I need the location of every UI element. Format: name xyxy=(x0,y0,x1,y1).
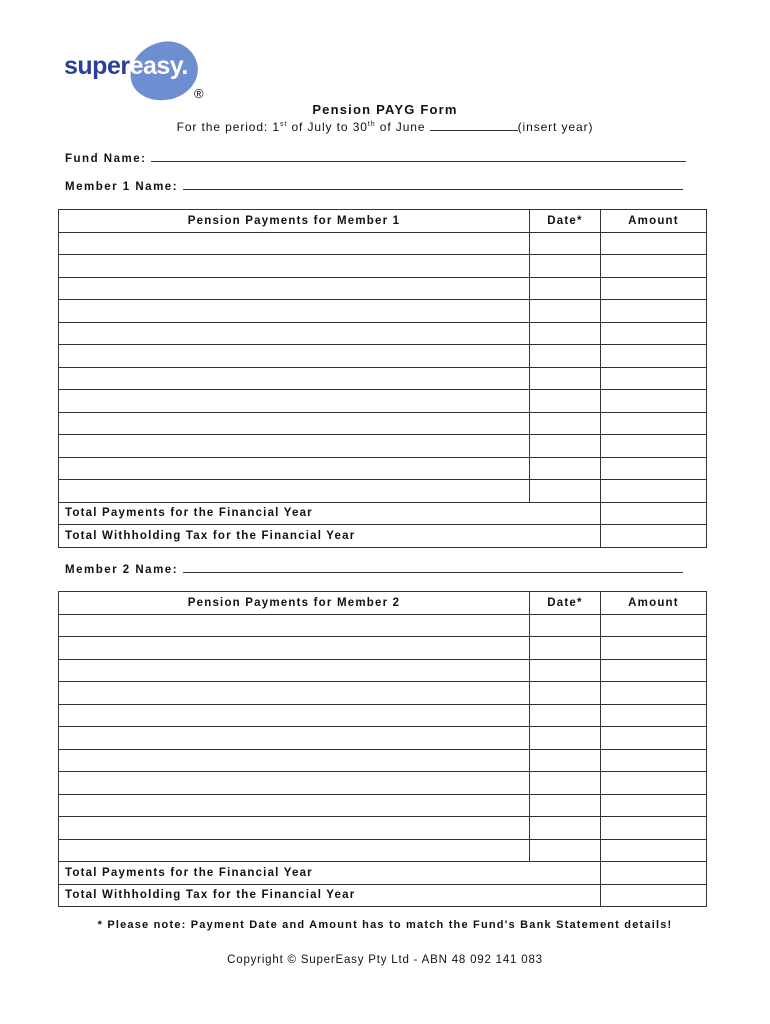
table-row xyxy=(59,345,707,368)
amount-cell[interactable] xyxy=(601,749,707,772)
payment-cell[interactable] xyxy=(59,637,530,660)
table-row xyxy=(59,300,707,323)
date-cell[interactable] xyxy=(530,614,601,637)
period-mid: of July to 30 xyxy=(287,120,368,134)
period-line xyxy=(0,120,770,134)
payment-cell[interactable] xyxy=(59,839,530,862)
payment-cell[interactable] xyxy=(59,749,530,772)
date-cell[interactable] xyxy=(530,435,601,458)
total-payments-row xyxy=(59,502,707,525)
amount-cell[interactable] xyxy=(601,794,707,817)
table-row xyxy=(59,367,707,390)
date-cell[interactable] xyxy=(530,300,601,323)
col-pension-payments: Pension Payments for Member 1 xyxy=(59,210,530,233)
member2-name-label: Member 2 Name: xyxy=(65,564,179,576)
table-row xyxy=(59,255,707,278)
payment-cell[interactable] xyxy=(59,682,530,705)
payment-cell[interactable] xyxy=(59,704,530,727)
date-cell[interactable] xyxy=(530,390,601,413)
date-cell[interactable] xyxy=(530,412,601,435)
period-suffix: (insert year) xyxy=(517,120,594,134)
date-cell[interactable] xyxy=(530,772,601,795)
payment-cell[interactable] xyxy=(59,412,530,435)
table-row xyxy=(59,614,707,637)
logo-wordmark xyxy=(64,52,188,81)
amount-cell[interactable] xyxy=(601,367,707,390)
amount-cell[interactable] xyxy=(601,412,707,435)
amount-cell[interactable] xyxy=(601,390,707,413)
amount-cell[interactable] xyxy=(601,300,707,323)
amount-cell[interactable] xyxy=(601,480,707,503)
date-cell[interactable] xyxy=(530,277,601,300)
amount-cell[interactable] xyxy=(601,659,707,682)
year-blank[interactable] xyxy=(430,121,518,131)
amount-cell[interactable] xyxy=(601,232,707,255)
fund-name-field[interactable] xyxy=(151,152,686,162)
table-row xyxy=(59,480,707,503)
member2-payments-table xyxy=(58,591,707,907)
payment-cell[interactable] xyxy=(59,659,530,682)
date-cell[interactable] xyxy=(530,367,601,390)
payment-cell[interactable] xyxy=(59,480,530,503)
date-cell[interactable] xyxy=(530,817,601,840)
table-row xyxy=(59,457,707,480)
date-cell[interactable] xyxy=(530,839,601,862)
table-row xyxy=(59,322,707,345)
date-cell[interactable] xyxy=(530,255,601,278)
date-cell[interactable] xyxy=(530,232,601,255)
amount-cell[interactable] xyxy=(601,255,707,278)
table-row xyxy=(59,749,707,772)
payment-cell[interactable] xyxy=(59,345,530,368)
date-cell[interactable] xyxy=(530,727,601,750)
total-payments-amount[interactable] xyxy=(601,862,707,885)
logo-text-easy: easy. xyxy=(129,52,188,80)
date-cell[interactable] xyxy=(530,457,601,480)
payment-cell[interactable] xyxy=(59,772,530,795)
total-tax-row xyxy=(59,525,707,548)
amount-cell[interactable] xyxy=(601,682,707,705)
amount-cell[interactable] xyxy=(601,772,707,795)
payment-cell[interactable] xyxy=(59,794,530,817)
total-tax-label: Total Withholding Tax for the Financial Year xyxy=(59,525,601,548)
logo-text-super: super xyxy=(64,52,130,80)
amount-cell[interactable] xyxy=(601,839,707,862)
payment-cell[interactable] xyxy=(59,727,530,750)
payment-cell[interactable] xyxy=(59,614,530,637)
table-row xyxy=(59,704,707,727)
fund-name-row xyxy=(65,152,686,165)
payment-cell[interactable] xyxy=(59,457,530,480)
amount-cell[interactable] xyxy=(601,345,707,368)
date-cell[interactable] xyxy=(530,749,601,772)
amount-cell[interactable] xyxy=(601,322,707,345)
date-cell[interactable] xyxy=(530,637,601,660)
table-row xyxy=(59,412,707,435)
table-row xyxy=(59,637,707,660)
payment-cell[interactable] xyxy=(59,232,530,255)
col-date: Date* xyxy=(530,210,601,233)
total-tax-row xyxy=(59,884,707,907)
table-header-row xyxy=(59,210,707,233)
table-row xyxy=(59,817,707,840)
payment-cell[interactable] xyxy=(59,817,530,840)
table-header-row xyxy=(59,592,707,615)
col-amount: Amount xyxy=(601,592,707,615)
payment-cell[interactable] xyxy=(59,277,530,300)
member1-name-row xyxy=(65,180,683,193)
col-pension-payments: Pension Payments for Member 2 xyxy=(59,592,530,615)
member1-name-label: Member 1 Name: xyxy=(65,181,179,193)
payment-cell[interactable] xyxy=(59,300,530,323)
col-amount: Amount xyxy=(601,210,707,233)
table-row xyxy=(59,232,707,255)
member2-name-row xyxy=(65,563,683,576)
amount-cell[interactable] xyxy=(601,457,707,480)
amount-cell[interactable] xyxy=(601,277,707,300)
total-tax-label: Total Withholding Tax for the Financial Year xyxy=(59,884,601,907)
total-payments-label: Total Payments for the Financial Year xyxy=(59,502,601,525)
member2-name-field[interactable] xyxy=(183,563,683,573)
table-row xyxy=(59,390,707,413)
date-cell[interactable] xyxy=(530,659,601,682)
amount-cell[interactable] xyxy=(601,704,707,727)
period-sup-th: th xyxy=(367,121,376,128)
payment-cell[interactable] xyxy=(59,435,530,458)
member1-payments-table xyxy=(58,209,707,548)
copyright: Copyright © SuperEasy Pty Ltd - ABN 48 092 141 083 xyxy=(227,954,543,966)
table-row xyxy=(59,435,707,458)
table-row xyxy=(59,682,707,705)
registered-mark: ® xyxy=(194,86,204,101)
form-title: Pension PAYG Form xyxy=(312,102,458,117)
table-row xyxy=(59,727,707,750)
date-cell[interactable] xyxy=(530,480,601,503)
supereasy-logo xyxy=(64,42,196,100)
table-row xyxy=(59,277,707,300)
amount-cell[interactable] xyxy=(601,727,707,750)
amount-cell[interactable] xyxy=(601,435,707,458)
payment-cell[interactable] xyxy=(59,390,530,413)
amount-cell[interactable] xyxy=(601,637,707,660)
table-row xyxy=(59,772,707,795)
total-tax-amount[interactable] xyxy=(601,525,707,548)
date-cell[interactable] xyxy=(530,345,601,368)
payment-cell[interactable] xyxy=(59,322,530,345)
total-tax-amount[interactable] xyxy=(601,884,707,907)
fund-name-label: Fund Name: xyxy=(65,153,147,165)
amount-cell[interactable] xyxy=(601,614,707,637)
payment-cell[interactable] xyxy=(59,255,530,278)
col-date: Date* xyxy=(530,592,601,615)
period-sup-st: st xyxy=(279,121,288,128)
table-row xyxy=(59,794,707,817)
table-row xyxy=(59,839,707,862)
period-after: of June xyxy=(375,120,430,134)
period-prefix: For the period: 1 xyxy=(176,120,280,134)
table-row xyxy=(59,659,707,682)
date-cell[interactable] xyxy=(530,704,601,727)
total-payments-row xyxy=(59,862,707,885)
payment-note: * Please note: Payment Date and Amount has to match the Fund's Bank Statement details! xyxy=(97,919,673,931)
date-cell[interactable] xyxy=(530,794,601,817)
total-payments-label: Total Payments for the Financial Year xyxy=(59,862,601,885)
date-cell[interactable] xyxy=(530,322,601,345)
member1-name-field[interactable] xyxy=(183,180,683,190)
amount-cell[interactable] xyxy=(601,817,707,840)
payment-cell[interactable] xyxy=(59,367,530,390)
total-payments-amount[interactable] xyxy=(601,502,707,525)
date-cell[interactable] xyxy=(530,682,601,705)
